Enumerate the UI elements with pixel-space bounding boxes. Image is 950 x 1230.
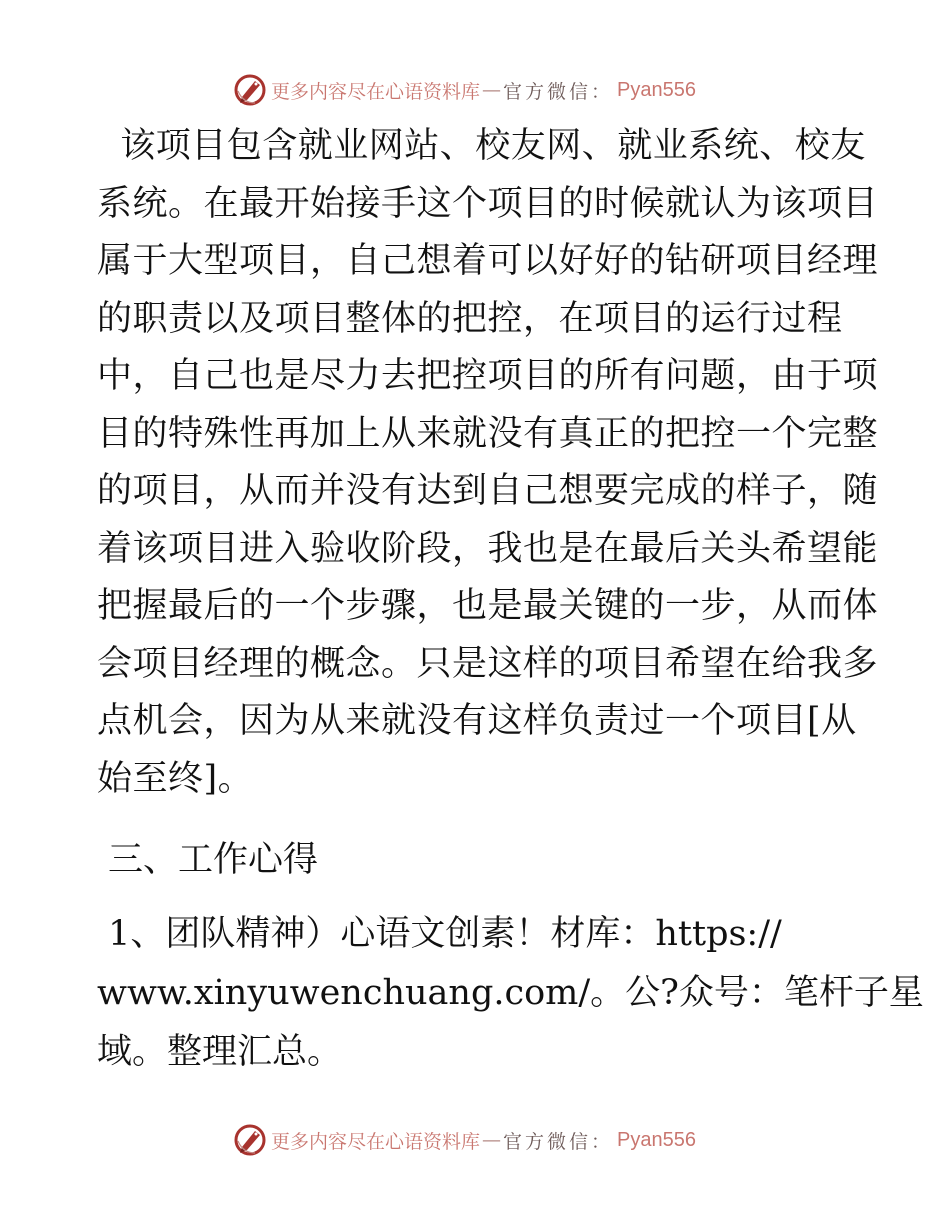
- wechat-id: Pyan556: [617, 1128, 696, 1151]
- paragraph-line: 点机会，因为从来就没有这样负责过一个项目[从: [97, 701, 857, 741]
- paragraph-line: 会项目经理的概念。只是这样的项目希望在给我多: [97, 643, 879, 684]
- dash-separator: —: [482, 1129, 502, 1151]
- site-text: 更多内容尽在心语资料库: [271, 80, 481, 103]
- site-text: 更多内容尽在心语资料库: [271, 1130, 481, 1153]
- paragraph-line: 该项目包含就业网站、校友网、就业系统、校友: [97, 126, 866, 166]
- paragraph-line: 的项目，从而并没有达到自己想要完成的样子，随: [97, 471, 879, 511]
- numbered-item: [97, 905, 924, 1082]
- paragraph-line: 属于大型项目，自己想着可以好好的钻研项目经理: [97, 241, 879, 281]
- footer-banner: [233, 1122, 696, 1158]
- paragraph-line: 始至终]。: [97, 758, 254, 799]
- paragraph-line: 系统。在最开始接手这个项目的时候就认为该项目: [97, 183, 879, 224]
- paragraph-line: 的职责以及项目整体的把控，在项目的运行过程: [97, 298, 843, 339]
- paragraph-line: 目的特殊性再加上从来就没有真正的把控一个完整: [97, 413, 879, 454]
- item-line: 域。整理汇总。: [97, 1032, 343, 1072]
- section-heading: 三、工作心得: [108, 840, 319, 880]
- header-banner: [233, 72, 696, 108]
- item-line: www.xinyuwenchuang.com/。公?众号：笔杆子星: [97, 973, 924, 1013]
- paragraph-line: 把握最后的一个步骤，也是最关键的一步，从而体: [97, 586, 879, 626]
- paragraph-line: 着该项目进入验收阶段，我也是在最后关头希望能: [97, 528, 879, 569]
- wechat-label: 官方微信：: [503, 1130, 614, 1153]
- pen-nib-logo-icon: [233, 73, 267, 107]
- wechat-id: Pyan556: [617, 78, 696, 101]
- dash-separator: —: [482, 79, 502, 101]
- pen-nib-logo-icon: [233, 1123, 267, 1157]
- item-line: 1、团队精神）心语文创素！材库：https://: [97, 914, 782, 954]
- document-body: [97, 118, 879, 808]
- main-paragraph: [97, 118, 879, 808]
- paragraph-line: 中，自己也是尽力去把控项目的所有问题，由于项: [97, 356, 879, 396]
- wechat-label: 官方微信：: [503, 80, 614, 103]
